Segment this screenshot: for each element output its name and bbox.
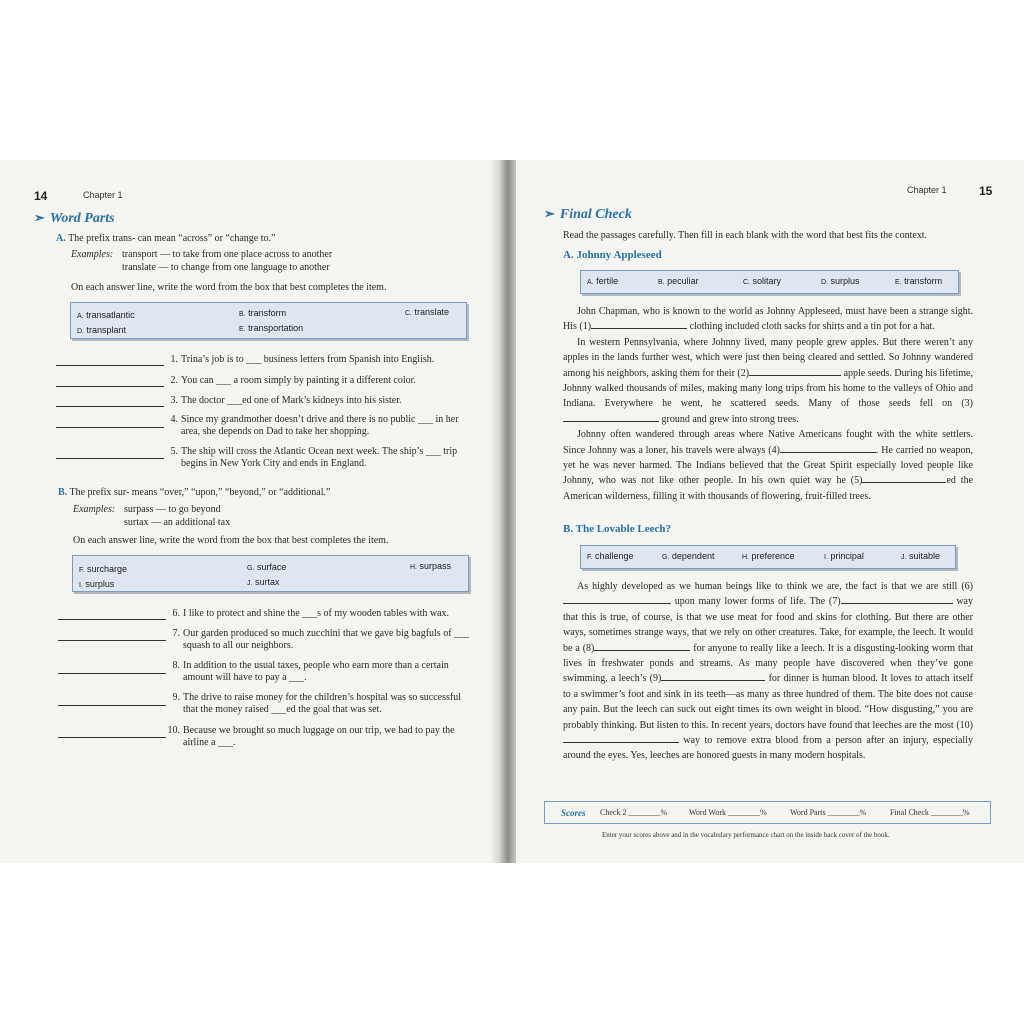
- arrow-icon: ➣: [544, 206, 555, 221]
- book-spread: [0, 160, 1024, 863]
- example-translate: translate — to change from one language to another: [122, 262, 330, 273]
- answer-line-7[interactable]: [58, 639, 166, 641]
- box-item-transform-final: E. transform: [895, 276, 943, 286]
- page-number-right: 15: [979, 184, 993, 198]
- answer-line-8[interactable]: [58, 672, 166, 674]
- answer-line-2[interactable]: [56, 385, 164, 387]
- scores-bar: [544, 801, 991, 824]
- item-9: 9. The drive to raise money for the children’s hospital was so successful that the money raised ___ed the goal that was set.: [172, 692, 461, 715]
- box-item-transatlantic: A. transatlantic: [77, 310, 135, 320]
- blank-4[interactable]: [780, 443, 876, 453]
- word-box-b: [72, 555, 469, 592]
- item-8: 8. In addition to the usual taxes, people who earn more than a certain amount will have to pay a ___.: [172, 660, 449, 683]
- box-item-surcharge: F. surcharge: [79, 564, 127, 574]
- box-item-surpass: H. surpass: [410, 561, 452, 571]
- final-check-instruction: Read the passages carefully. Then fill in each blank with the word that best fits the context.: [563, 230, 928, 241]
- example-surpass: surpass — to go beyond: [124, 504, 221, 515]
- word-box-final-a: [580, 270, 959, 294]
- box-item-transplant: D. transplant: [77, 325, 127, 335]
- answer-line-1[interactable]: [56, 364, 164, 366]
- blank-7[interactable]: [841, 594, 953, 604]
- box-item-transportation: E. transportation: [239, 323, 304, 333]
- item-2: 2. You can ___ a room simply by painting it a different color.: [170, 375, 416, 386]
- score-word-work[interactable]: Word Work ________%: [689, 808, 767, 817]
- blank-1[interactable]: [591, 319, 687, 329]
- chapter-label-left: Chapter 1: [83, 190, 123, 200]
- answer-line-6[interactable]: [58, 618, 166, 620]
- answer-line-9[interactable]: [58, 704, 166, 706]
- chapter-label-right: Chapter 1: [907, 185, 947, 195]
- prefix-trans-intro: A. The prefix trans- can mean “across” or “change to.”: [56, 233, 276, 244]
- box-item-translate: C. translate: [405, 307, 450, 317]
- answer-line-10[interactable]: [58, 736, 166, 738]
- heading-johnny-appleseed: A. Johnny Appleseed: [563, 249, 662, 261]
- box-item-challenge: F. challenge: [587, 551, 634, 561]
- page-number-left: 14: [34, 189, 48, 203]
- blank-9[interactable]: [661, 671, 765, 681]
- example-transport: transport — to take from one place across to another: [122, 249, 333, 260]
- box-item-fertile: A. fertile: [587, 276, 619, 286]
- score-check-2[interactable]: Check 2 ________%: [600, 808, 668, 817]
- right-page: [516, 160, 1024, 863]
- box-item-surface: G. surface: [247, 562, 287, 572]
- instruction-b: On each answer line, write the word from the box that best completes the item.: [73, 535, 389, 546]
- box-item-suitable: J. suitable: [901, 551, 940, 561]
- passage-lovable-leech: As highly developed as we human beings like to think we are, the fact is that we are still (6) upon many lower forms of life. The (7) way that this is true, of course, is that we use meat for food and skins for clothing. But there are other ways, sometimes strange ways, that we rely on other creatures. Take, for example, the leech. It would be a (8) for anyone to really like a leech. It is a disgusting-looking worm that lives in freshwater ponds and streams. As many people have discovered when they’ve gone swimming, a leech’s (9) for dinner is human blood. It loves to attach itself to a swimmer’s foot and sink in its teeth—as many as three hundred of them. The bite does not cause any pain. But the leech can suck out eight times its own weight in blood. “How disgusting,” you are probably thinking. But listen to this. In recent years, doctors have found that leeches are the most (10) way to remove extra blood from a person after an injury, especially around the eyes. Yes, leeches are honored guests in many modern hospitals.: [563, 581, 974, 762]
- box-item-preference: H. preference: [742, 551, 795, 561]
- box-item-surplus: I. surplus: [79, 579, 115, 589]
- arrow-icon: ➣: [34, 210, 45, 225]
- prefix-sur-intro: B. The prefix sur- means “over,” “upon,” “beyond,” or “additional.”: [58, 487, 331, 498]
- box-item-principal: I. principal: [824, 551, 864, 561]
- blank-8[interactable]: [594, 641, 690, 651]
- final-check-title: ➣ Final Check: [544, 206, 632, 222]
- example-surtax: surtax — an additional tax: [124, 517, 231, 528]
- answer-line-5[interactable]: [56, 457, 164, 459]
- score-word-parts[interactable]: Word Parts ________%: [790, 808, 867, 817]
- word-parts-title: ➣ Word Parts: [34, 210, 115, 226]
- box-item-surplus-final: D. surplus: [821, 276, 860, 286]
- item-10: 10. Because we brought so much luggage on our trip, we had to pay the airline a ___.: [167, 725, 455, 748]
- answer-line-3[interactable]: [56, 405, 164, 407]
- blank-10[interactable]: [563, 733, 679, 743]
- score-final-check[interactable]: Final Check ________%: [890, 808, 970, 817]
- blank-5[interactable]: [862, 473, 946, 483]
- blank-3[interactable]: [563, 412, 659, 422]
- box-item-solitary: C. solitary: [743, 276, 782, 286]
- left-page: [0, 160, 500, 863]
- heading-lovable-leech: B. The Lovable Leech?: [563, 523, 671, 535]
- blank-2[interactable]: [749, 366, 841, 376]
- scores-footnote: Enter your scores above and in the vocabulary performance chart on the inside back cover of the book.: [602, 831, 890, 839]
- box-item-peculiar: B. peculiar: [658, 276, 699, 286]
- item-3: 3. The doctor ___ed one of Mark’s kidneys into his sister.: [170, 395, 402, 406]
- item-4: 4. Since my grandmother doesn’t drive and there is no public ___ in her area, she depends on Dad to take her shopping.: [170, 414, 459, 437]
- answer-line-4[interactable]: [56, 426, 164, 428]
- examples-label-a: Examples:: [71, 249, 114, 260]
- item-7: 7. Our garden produced so much zucchini that we gave big bagfuls of ___ squash to all our neighbors.: [172, 628, 470, 651]
- box-item-transform: B. transform: [239, 308, 287, 318]
- examples-label-b: Examples:: [73, 504, 116, 515]
- box-item-surtax: J. surtax: [247, 577, 280, 587]
- instruction-a: On each answer line, write the word from the box that best completes the item.: [71, 282, 387, 293]
- item-6: 6. I like to protect and shine the ___s of my wooden tables with wax.: [172, 608, 450, 619]
- word-box-a: [70, 302, 467, 339]
- scores-label: Scores: [561, 808, 586, 818]
- item-1: 1. Trina’s job is to ___ business letters from Spanish into English.: [170, 354, 435, 365]
- passage-johnny-appleseed: John Chapman, who is known to the world as Johnny Appleseed, must have been a strange sight. His (1) clothing included cloth sacks for shirts and a tin pot for a hat. In western Pennsylvania, where Johnny lived, many people grew apples. But there weren’t any apples in the lands further west, which were just then being cleared and settled. So Johnny wandered among his neighbors, asking them for their (2) apple seeds. During his lifetime, Johnny walked thousands of miles, making many long trips from his home to the valleys of Ohio and Indiana. Everywhere he went, he scattered seeds. Many of those seeds fell on (3) ground and grew into strong trees. Johnny often wandered through areas where Native Americans fought with the white settlers. Since Johnny was a loner, his travels were always (4) . He carried no weapon, yet he was never harmed. The Indians believed that the Great Spirit especially loved people like Johnny, who was not like other people. In his own quiet way he (5) ed the American wilderness, filling it with thousands of flowering, fruit-filled trees.: [563, 306, 974, 502]
- item-5: 5. The ship will cross the Atlantic Ocean next week. The ship’s ___ trip begins in New York City and ends in England.: [170, 446, 458, 469]
- blank-6[interactable]: [563, 594, 671, 604]
- box-item-dependent: G. dependent: [662, 551, 715, 561]
- word-box-final-b: [580, 545, 956, 569]
